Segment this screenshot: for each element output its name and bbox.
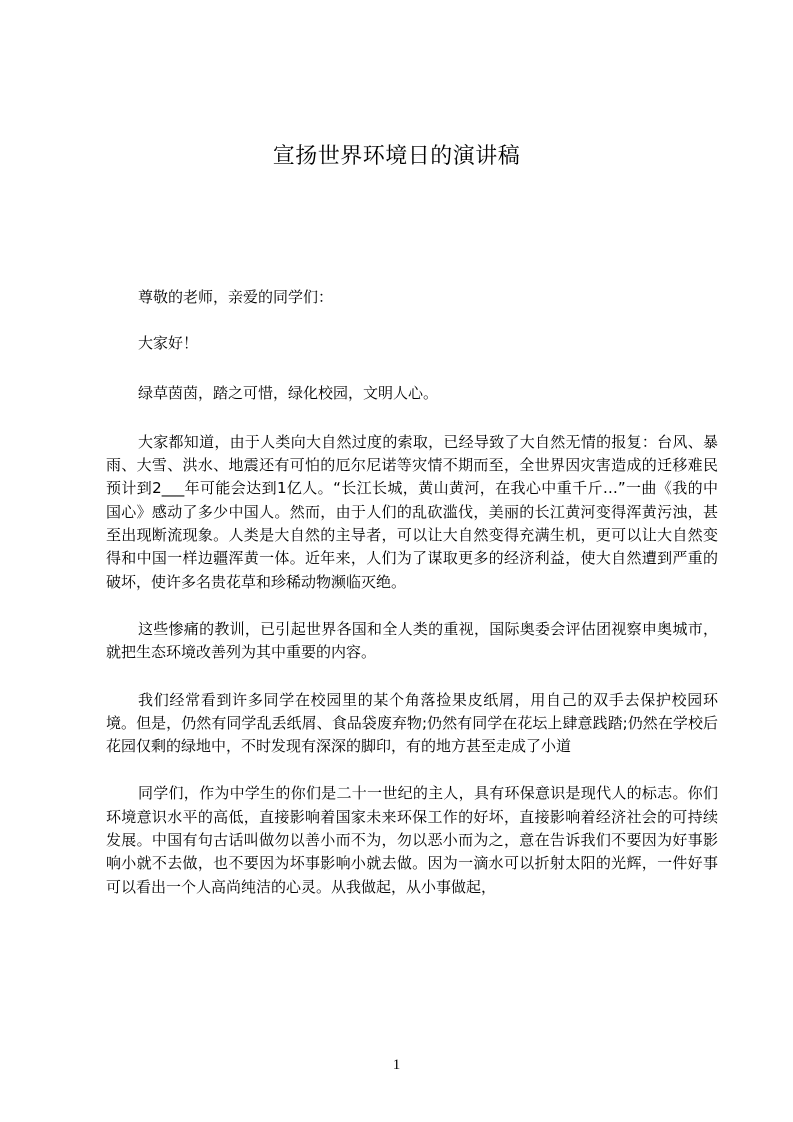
slogan-paragraph: 绿草茵茵，踏之可惜，绿化校园，文明人心。: [138, 383, 439, 402]
document-title: 宣扬世界环境日的演讲稿: [272, 144, 521, 169]
campus-paragraph: 我们经常看到许多同学在校园里的某个角落捡果皮纸屑，用自己的双手去保护校园环境。但是，仍然有同学乱丢纸屑、食品袋废弃物;仍然有同学在花坛上肆意践踏;仍然在学校后花园仅剩的绿地中，不时发现有深深的脚印，有的地方甚至走成了小道: [106, 690, 718, 756]
disaster-paragraph: 大家都知道，由于人类向大自然过度的索取，已经导致了大自然无情的报复：台风、暴雨、大雪、洪水、地震还有可怕的厄尔尼诺等灾情不期而至，全世界因灾害造成的迁移难民预计到2___年可能会达到1亿人。“长江长城，黄山黄河，在我心中重千斤…”一曲《我的中国心》感动了多少中国人。然而，由于人们的乱砍滥伐，美丽的长江黄河变得浑黄污浊，甚至出现断流现象。人类是大自然的主导者，可以让大自然变得充满生机，更可以让大自然变得和中国一样边疆浑黄一体。近年来，人们为了谋取更多的经济利益，使大自然遭到严重的破坏，使许多名贵花草和珍稀动物濒临灭绝。: [106, 432, 718, 591]
classmates-paragraph: 同学们，作为中学生的你们是二十一世纪的主人，具有环保意识是现代人的标志。你们环境意识水平的高低，直接影响着国家未来环保工作的好坏，直接影响着经济社会的可持续发展。中国有句古话叫做勿以善小而不为，勿以恶小而为之，意在告诉我们不要因为好事影响小就不去做，也不要因为坏事影响小就去做。因为一滴水可以折射太阳的光辉，一件好事可以看出一个人高尚纯洁的心灵。从我做起，从小事做起，: [106, 784, 718, 896]
hello-paragraph: 大家好！: [138, 334, 199, 353]
lesson-paragraph: 这些惨痛的教训，已引起世界各国和全人类的重视，国际奥委会评估团视察申奥城市，就把生态环境改善列为其中重要的内容。: [106, 619, 718, 662]
greeting-paragraph: 尊敬的老师，亲爱的同学们：: [138, 288, 334, 306]
page-number: 1: [392, 1057, 401, 1073]
document-body: [106, 286, 718, 899]
